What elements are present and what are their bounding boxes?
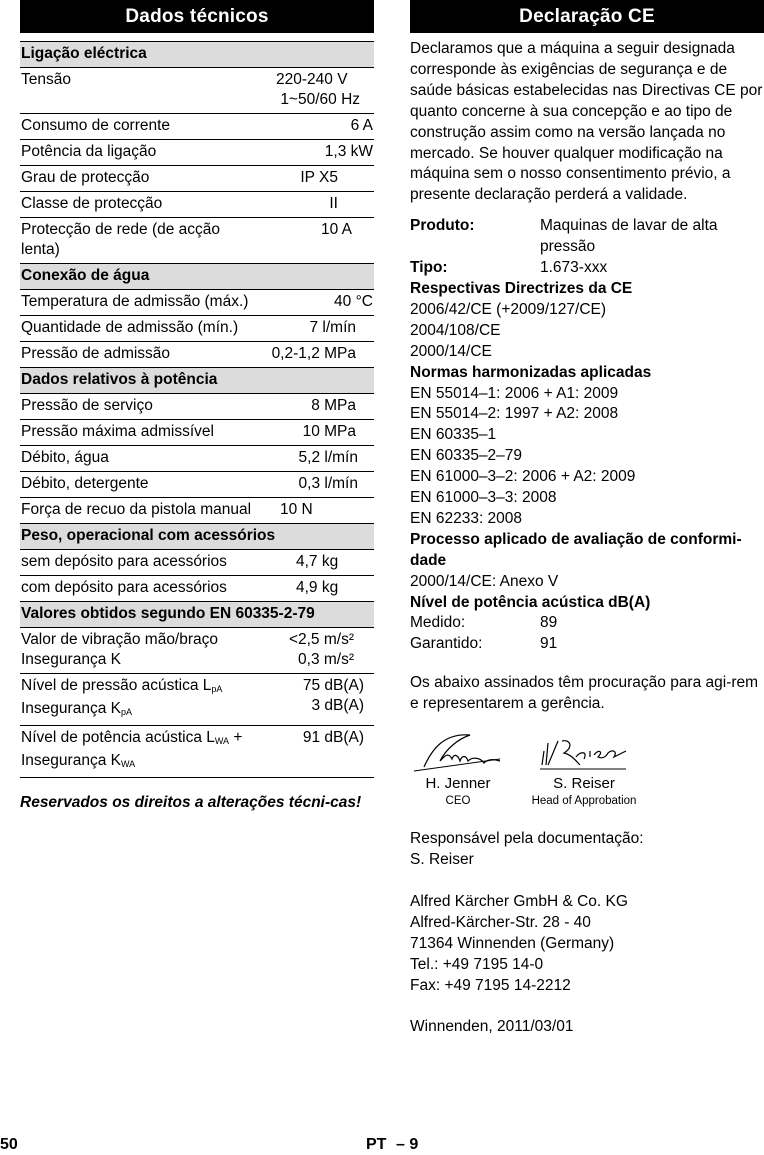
table-row	[20, 192, 374, 218]
product-row	[410, 216, 764, 258]
row-value: 10 N	[254, 498, 374, 524]
section-header: Conexão de água	[20, 264, 374, 290]
reserved-rights-note: Reservados os direitos a alterações técni-cas!	[20, 794, 362, 811]
row-label: Consumo de corrente	[20, 114, 254, 140]
page-number: 50	[0, 1136, 18, 1153]
row-value: <2,5 m/s² 0,3 m/s²	[254, 628, 374, 674]
table-row	[20, 218, 374, 264]
table-row	[20, 472, 374, 498]
row-label: Pressão de serviço	[20, 394, 254, 420]
section-header: Ligação eléctrica	[20, 42, 374, 68]
signatory-role: Head of Approbation	[531, 795, 637, 808]
table-row	[20, 420, 374, 446]
type-value: 1.673-xxx	[540, 259, 608, 277]
norm-item: EN 55014–2: 1997 + A2: 2008	[410, 405, 619, 423]
table-row	[20, 628, 374, 674]
handwritten-signature-icon	[518, 729, 650, 775]
table-row	[20, 68, 374, 114]
row-value: 10 MPa	[254, 420, 374, 446]
table-row	[20, 114, 374, 140]
type-label: Tipo:	[410, 259, 448, 277]
company-fax: Fax: +49 7195 14-2212	[410, 976, 571, 994]
directive-item: 2006/42/CE (+2009/127/CE)	[410, 300, 607, 318]
documentation-responsible-label: Responsável pela documentação:	[410, 830, 644, 848]
signatory-name: H. Jenner	[425, 775, 491, 793]
norm-item: EN 60335–2–79	[410, 447, 523, 465]
measured-row	[410, 613, 764, 634]
table-row	[20, 290, 374, 316]
company-street: Alfred-Kärcher-Str. 28 - 40	[410, 913, 591, 931]
place-and-date: Winnenden, 2011/03/01	[410, 1018, 574, 1036]
row-value: 7 l/mín	[254, 316, 374, 342]
norm-item: EN 60335–1	[410, 426, 497, 444]
directives-title: Respectivas Directrizes da CE	[410, 279, 633, 297]
signatory-name: S. Reiser	[553, 775, 615, 793]
row-label: Débito, detergente	[20, 472, 254, 498]
row-value: 40 °C	[254, 290, 374, 316]
conformity-process-title: Processo aplicado de avaliação de conformi-dade	[410, 530, 742, 569]
row-value: 75 dB(A) 3 dB(A)	[254, 674, 374, 726]
row-value: 4,9 kg	[254, 576, 374, 602]
norm-item: EN 61000–3–3: 2008	[410, 489, 557, 507]
row-value: 1,3 kW	[254, 140, 374, 166]
row-label: Pressão de admissão	[20, 342, 254, 368]
section-header: Valores obtidos segundo EN 60335-2-79	[20, 602, 374, 628]
section-header: Dados relativos à potência	[20, 368, 374, 394]
row-label: Potência da ligação	[20, 140, 254, 166]
row-label: Protecção de rede (de acção lenta)	[20, 218, 254, 264]
ec-declaration-column	[410, 0, 764, 1038]
company-phone: Tel.: +49 7195 14-0	[410, 955, 544, 973]
signatories-note: Os abaixo assinados têm procuração para agi-rem e representarem a gerência.	[410, 674, 759, 713]
technical-data-table	[20, 41, 374, 778]
handwritten-signature-icon	[410, 729, 506, 775]
signatures-block	[410, 729, 764, 809]
row-value: 0,2-1,2 MPa	[254, 342, 374, 368]
declaration-intro: Declaramos que a máquina a seguir designada corresponde às exigências de segurança e de saúde básicas estabelecidas nas Directivas CE por quanto concerne à sua concepção e ao tipo de construção assim como na versão lançada no mercado. Se houver qualquer modificação na máquina sem o nosso consentimento prévio, a presente declaração perderá a validade.	[410, 40, 763, 204]
local-page-number: – 9	[396, 1136, 419, 1153]
norm-item: EN 62233: 2008	[410, 509, 523, 527]
row-value: IP X5	[254, 166, 374, 192]
row-label: Quantidade de admissão (mín.)	[20, 316, 254, 342]
section-header: Peso, operacional com acessórios	[20, 524, 374, 550]
row-label: Valor de vibração mão/braço Insegurança K	[20, 628, 254, 674]
table-row	[20, 576, 374, 602]
row-label: Nível de pressão acústica $L_{pA}$ Insegurança $K_{pA}$	[20, 674, 254, 726]
row-label: Força de recuo da pistola manual	[20, 498, 254, 524]
ec-declaration-heading: Declaração CE	[410, 0, 764, 33]
signature-jenner	[410, 729, 506, 809]
table-row	[20, 446, 374, 472]
row-label: Pressão máxima admissível	[20, 420, 254, 446]
row-label: Classe de protecção	[20, 192, 254, 218]
row-value: 10 A	[254, 218, 374, 264]
row-label: com depósito para acessórios	[20, 576, 254, 602]
row-label: Nível de potência acústica $L_{WA}$ + Insegurança $K_{WA}$	[20, 726, 254, 778]
row-label: sem depósito para acessórios	[20, 550, 254, 576]
measured-label: Medido:	[410, 614, 466, 632]
row-value: 6 A	[254, 114, 374, 140]
directive-item: 2004/108/CE	[410, 321, 501, 339]
signature-reiser	[518, 729, 650, 809]
product-label: Produto:	[410, 217, 475, 235]
table-row	[20, 166, 374, 192]
signatory-role: CEO	[445, 795, 471, 808]
type-row	[410, 258, 764, 279]
guaranteed-value: 91	[540, 635, 558, 653]
company-name: Alfred Kärcher GmbH & Co. KG	[410, 892, 628, 910]
row-value: 220-240 V 1~50/60 Hz	[254, 68, 374, 114]
row-value: 0,3 l/mín	[254, 472, 374, 498]
technical-data-column	[20, 0, 374, 814]
conformity-process-value: 2000/14/CE: Anexo V	[410, 572, 559, 590]
row-value: 91 dB(A)	[254, 726, 374, 778]
row-value: 5,2 l/mín	[254, 446, 374, 472]
norms-title: Normas harmonizadas aplicadas	[410, 363, 652, 381]
row-label: Tensão	[20, 68, 254, 114]
table-row	[20, 550, 374, 576]
table-row	[20, 316, 374, 342]
table-row	[20, 394, 374, 420]
sound-power-title: Nível de potência acústica dB(A)	[410, 593, 651, 611]
norm-item: EN 61000–3–2: 2006 + A2: 2009	[410, 468, 636, 486]
guaranteed-label: Garantido:	[410, 635, 483, 653]
table-row	[20, 140, 374, 166]
guaranteed-row	[410, 634, 764, 655]
row-value: 8 MPa	[254, 394, 374, 420]
row-value: II	[254, 192, 374, 218]
row-label: Temperatura de admissão (máx.)	[20, 290, 254, 316]
table-row	[20, 498, 374, 524]
documentation-responsible-name: S. Reiser	[410, 851, 474, 868]
technical-data-heading: Dados técnicos	[20, 0, 374, 33]
directive-item: 2000/14/CE	[410, 342, 492, 360]
row-value: 4,7 kg	[254, 550, 374, 576]
table-row	[20, 342, 374, 368]
row-label: Grau de protecção	[20, 166, 254, 192]
language-code: PT	[366, 1136, 387, 1153]
measured-value: 89	[540, 614, 558, 632]
norm-item: EN 55014–1: 2006 + A1: 2009	[410, 384, 619, 402]
table-row	[20, 674, 374, 726]
company-city: 71364 Winnenden (Germany)	[410, 934, 615, 952]
product-value: Maquinas de lavar de alta pressão	[540, 217, 718, 256]
row-label: Débito, água	[20, 446, 254, 472]
table-row	[20, 726, 374, 778]
